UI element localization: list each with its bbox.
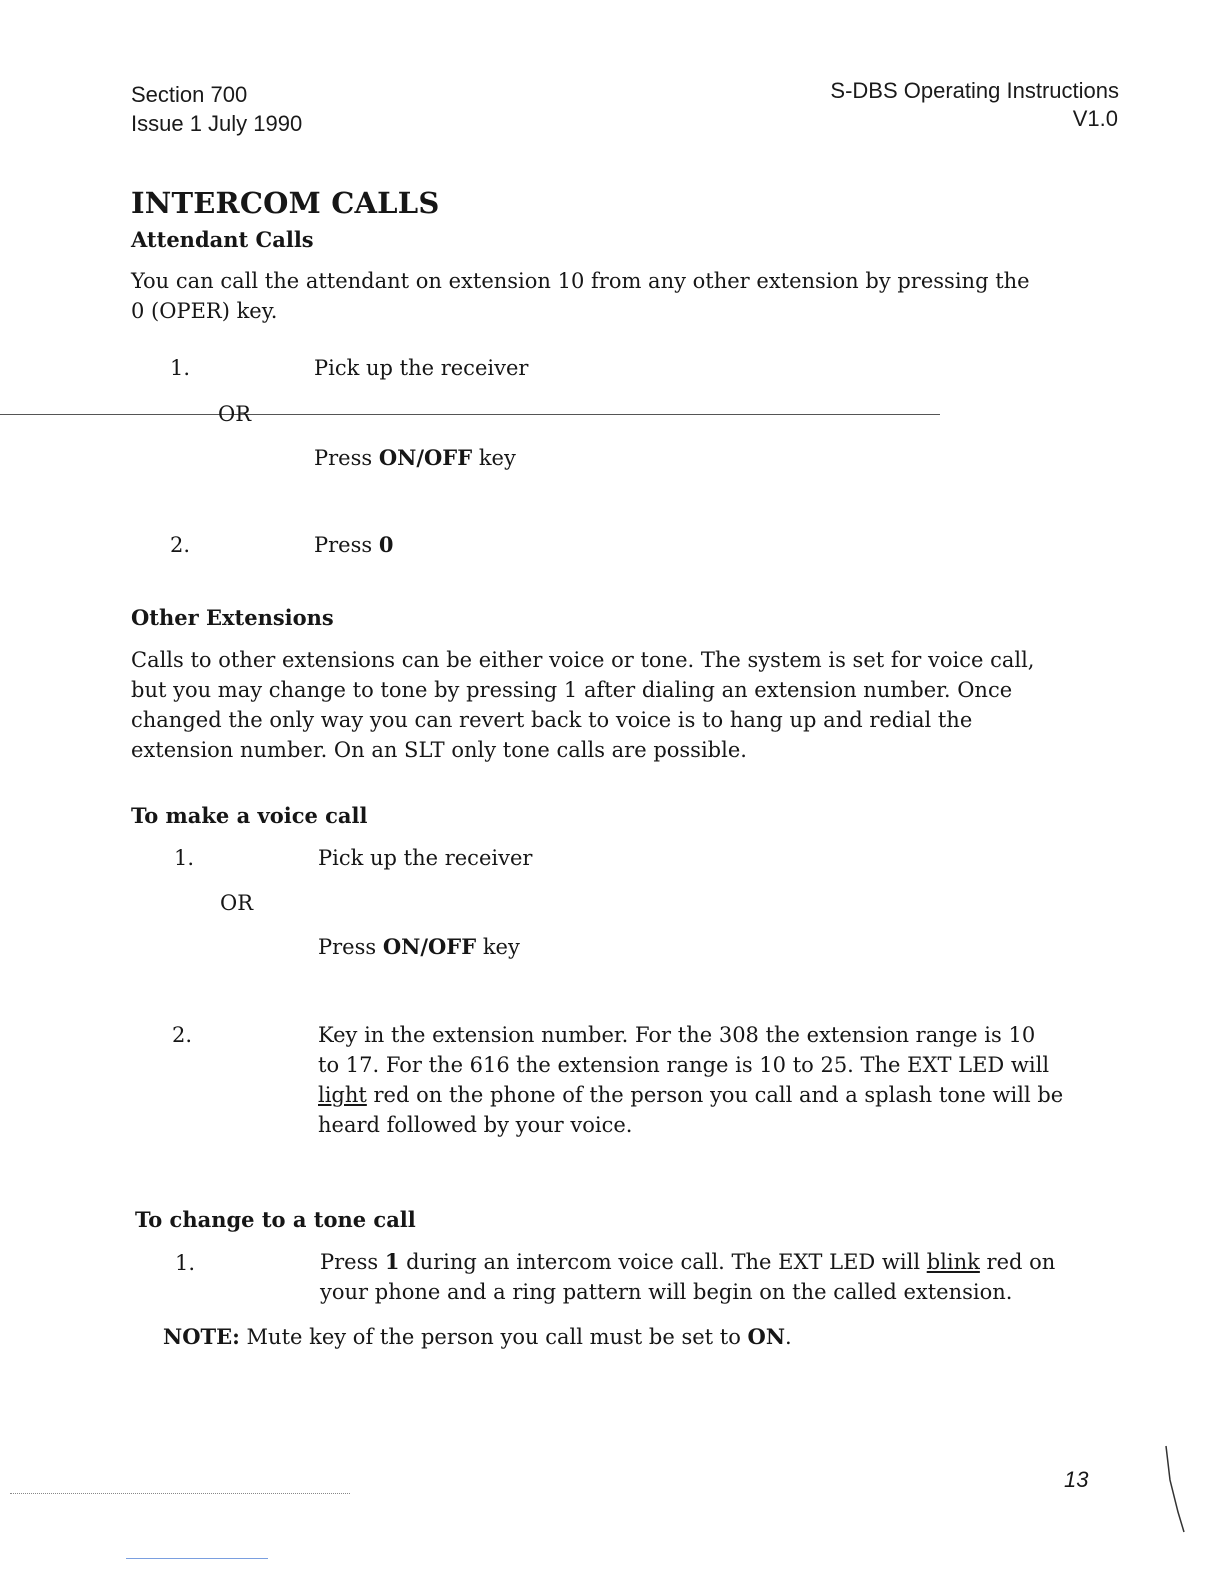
blink-emphasis: blink	[926, 1250, 980, 1274]
attendant-step-1-text: Pick up the receiver	[314, 356, 529, 380]
note-period: .	[785, 1325, 792, 1349]
step-line	[318, 1080, 1126, 1110]
voice-step-2-text	[318, 1020, 1126, 1140]
paragraph-line: changed the only way you can revert back to voice is to hang up and redial the	[131, 708, 973, 732]
voice-step-2-number: 2.	[172, 1023, 193, 1047]
note-text: Mute key of the person you call must be set to	[239, 1325, 748, 1349]
key-word: key	[478, 446, 516, 470]
attendant-intro-line-2: 0 (OPER) key.	[131, 299, 278, 323]
step-line-rest: red on the phone of the person you call and a splash tone will be	[366, 1083, 1064, 1107]
press-word: Press	[314, 446, 373, 470]
tone-step-1-number: 1.	[175, 1251, 196, 1275]
on-off-key-label: ON/OFF	[378, 445, 473, 470]
voice-or-label: OR	[220, 891, 254, 915]
section-label: Section 700	[131, 82, 248, 107]
light-emphasis: light	[318, 1083, 367, 1107]
other-extensions-heading: Other Extensions	[131, 605, 334, 630]
note	[163, 1322, 792, 1352]
attendant-or-label: OR	[218, 402, 252, 426]
step-line: Key in the extension number. For the 308 the extension range is 10	[318, 1023, 1036, 1047]
step-line-end: red on	[979, 1250, 1056, 1274]
step-line-mid: during an intercom voice call. The EXT LED will	[399, 1250, 927, 1274]
step-line: to 17. For the 616 the extension range is 10 to 25. The EXT LED will	[318, 1053, 1050, 1077]
step-line: your phone and a ring pattern will begin on the called extension.	[320, 1280, 1013, 1304]
page-number: 13	[1064, 1467, 1089, 1492]
footer-blue-line	[126, 1558, 268, 1559]
attendant-step-2-number: 2.	[170, 533, 191, 557]
attendant-step-1-number: 1.	[170, 356, 191, 380]
other-extensions-paragraph	[131, 645, 1121, 765]
attendant-intro-line-1: You can call the attendant on extension 10 from any other extension by pressing the	[131, 269, 1030, 293]
zero-key-label: 0	[378, 532, 394, 557]
page-title: INTERCOM CALLS	[131, 186, 440, 220]
document-title: S-DBS Operating Instructions	[830, 78, 1119, 103]
on-off-key-label: ON/OFF	[382, 934, 477, 959]
scan-artifact-mark	[1160, 1440, 1190, 1540]
tone-call-heading: To change to a tone call	[135, 1207, 416, 1232]
press-word: Press	[318, 935, 377, 959]
voice-step-1-number: 1.	[174, 846, 195, 870]
tone-step-1-text	[320, 1247, 1055, 1307]
paragraph-line: but you may change to tone by pressing 1 after dialing an extension number. Once	[131, 678, 1013, 702]
paragraph-line: Calls to other extensions can be either voice or tone. The system is set for voice call,	[131, 648, 1035, 672]
divider-line	[0, 414, 940, 415]
one-key-label: 1	[384, 1249, 400, 1274]
footer-dotted-line	[10, 1493, 350, 1494]
attendant-step-2-text	[314, 530, 393, 560]
step-line: heard followed by your voice.	[318, 1113, 633, 1137]
step-line	[320, 1247, 1055, 1277]
press-word: Press	[314, 533, 373, 557]
key-word: key	[482, 935, 520, 959]
note-on-value: ON	[747, 1324, 786, 1349]
voice-call-heading: To make a voice call	[131, 803, 368, 828]
attendant-press-on-off	[314, 443, 516, 473]
document-version: V1.0	[1072, 106, 1118, 131]
note-label: NOTE:	[163, 1324, 240, 1349]
press-word: Press	[320, 1250, 379, 1274]
issue-date: Issue 1 July 1990	[131, 111, 303, 136]
voice-step-1-text: Pick up the receiver	[318, 846, 533, 870]
voice-press-on-off	[318, 932, 520, 962]
attendant-calls-heading: Attendant Calls	[131, 227, 314, 252]
paragraph-line: extension number. On an SLT only tone calls are possible.	[131, 738, 747, 762]
